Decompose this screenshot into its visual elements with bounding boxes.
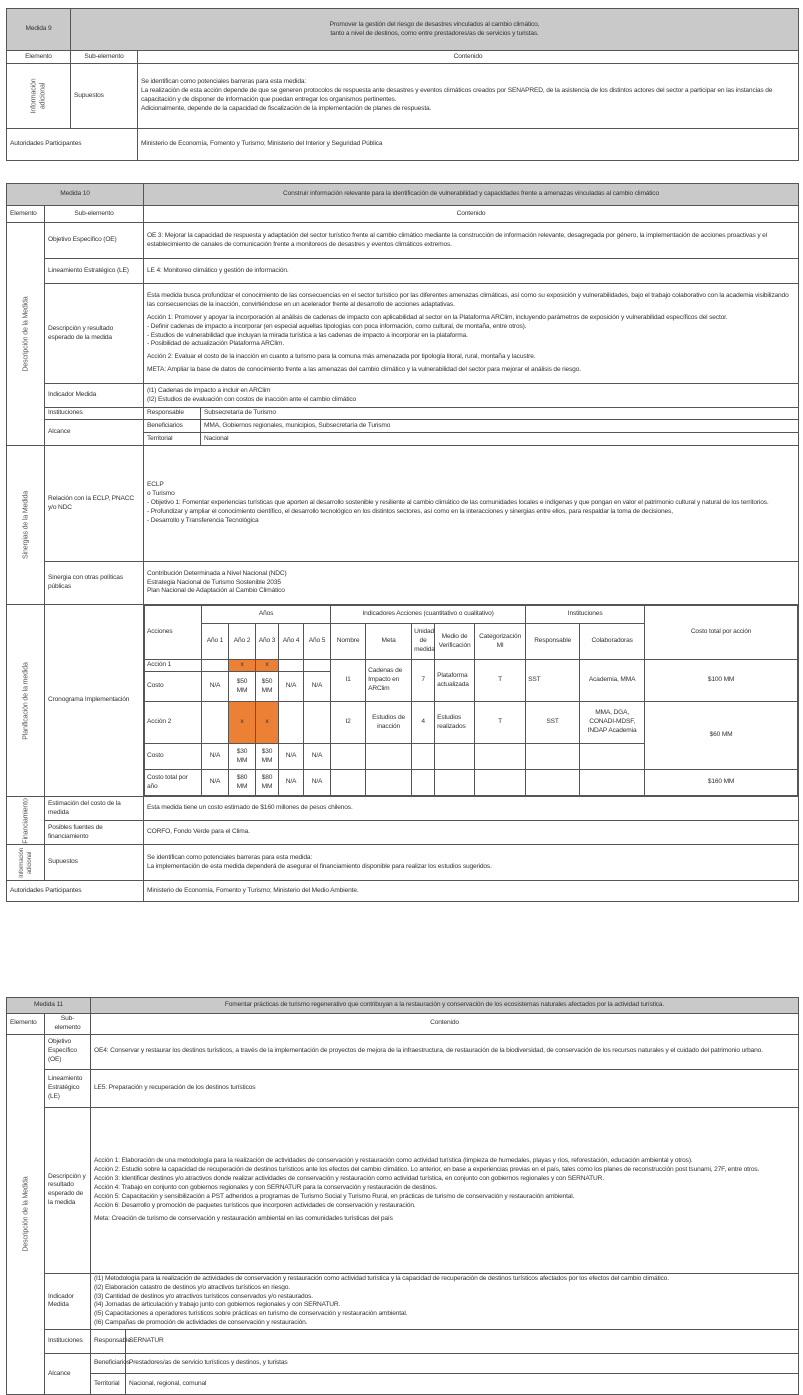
group-informacion-adicional: Información adicional [7,64,71,129]
costo-value: N/A [304,744,331,770]
header-sub-elemento: Sub-elemento [71,51,138,64]
responsable: SST [526,660,580,702]
indicator-meta: Estudios de inacción [366,702,412,744]
supuestos-text: Se identifican como potenciales barreras para esta medida: La implementación de esta medida dependerá de asegurar el financiamiento disponible para realizar los estudios sugeridos. [144,845,799,881]
costo-value: N/A [304,672,331,702]
total-value: N/A [202,770,229,796]
supuestos-text: Se identifican como potenciales barreras para esta medida: La realización de esta acción depende de que se generen protocolos de respuesta ante desastres y eventos climáticos creados por SENAPRED, de la asistencia de los distintos actores del sector a participar en las instancias de capacitación y de disponer de información que puedan entregar los organismos pertinentes. Adicionalmente, depende de la capacidad de fiscalización de la implementación de planes de respuesta. [138,64,799,129]
medida-title: Fomentar prácticas de turismo regenerativo que contribuyan a la restauración y conservación de los ecosistemas naturales afectados por la actividad turística. [91,998,799,1014]
label-territorial: Territorial [91,1374,126,1395]
col-ano-4: Año 4 [279,624,304,660]
label-responsable: Responsable [144,408,201,420]
indicator-categ: T [475,660,526,702]
autoridades-text: Ministerio de Economía, Fomento y Turismo; Ministerio del Interior y Seguridad Pública [138,129,799,161]
label-fuentes: Posibles fuentes de financiamiento [45,821,144,845]
accion-2-label: Acción 2 [145,702,202,744]
costo-value: $30 MM [229,744,256,770]
indicador-text: (I1) Metodología para la realización de actividades de conservación y restauración como actividad turística y la capacidad de recuperación de destinos turísticos afectados por los efectos del cambio climático. (I2) Elaboración catastro de destinos y/o atractivos turísticos en riesgo. (I3) Cantidad de destinos y/o atractivos turísticos conservados y/o restaurados. (I4) Jornadas de articulación y trabajo junto con gobiernos regionales y con SERNATUR. (I5) Capacitaciones a operadores turísticos sobre prácticas en turismo de conservación y restauración ambiental. (I6) Campañas de promoción de actividades de conservación y restauración. [91,1273,799,1329]
col-costo-total: Costo total por acción [645,606,798,660]
label-instituciones: Instituciones [45,1330,91,1354]
total-value: $80 MM [256,770,279,796]
costo-total: $60 MM [645,702,798,770]
year-mark: x [256,702,279,744]
col-ano-1: Año 1 [202,624,229,660]
costo-label: Costo [145,672,202,702]
header-elemento: Elemento [7,51,71,64]
colaboradoras: MMA, DGA, CONADI-MDSF, INDAP Academia [580,702,645,744]
label-autoridades: Autoridades Participantes [7,129,138,161]
indicator-medio: Estudios realizados [435,702,475,744]
label-alcance: Alcance [45,420,144,446]
indicator-meta: Cadenas de Impacto en ARClim [366,660,412,702]
group-informacion-adicional: Información adicional [7,845,45,881]
sinergia-text: Contribución Determinada a Nivel Nacional (NDC) Estrategia Nacional de Turismo Sostenible 2035 Plan Nacional de Adaptación al Cambio Climático [144,562,799,605]
total-label: Costo total por año [145,770,202,796]
label-descripcion: Descripción y resultado esperado de la medida [45,284,144,384]
indicator-unidad: 7 [412,660,435,702]
label-instituciones: Instituciones [45,408,144,420]
costo-value: $30 MM [256,744,279,770]
label-alcance: Alcance [45,1354,91,1395]
label-beneficiarios: Beneficiarios [91,1354,126,1374]
beneficiarios-text: Prestadores/as de servicio turísticos y destinos, y turistas [126,1354,799,1374]
medida-number: Medida 9 [7,9,71,51]
territorial-text: Nacional, regional, comunal [126,1374,799,1395]
medida-11-table [6,997,799,1395]
group-financiamiento: Financiamiento [7,797,45,845]
indicator-categ: T [475,702,526,744]
header-elemento: Elemento [7,206,45,223]
costo-value: N/A [202,744,229,770]
label-cronograma: Cronograma Implementación [45,605,144,797]
group-sinergias: Sinergias de la Medida [7,446,45,605]
responsable-text: SERNATUR [126,1330,799,1354]
estimacion-text: Esta medida tiene un costo estimado de $160 millones de pesos chilenos. [144,797,799,821]
responsable-text: Subsecretaría de Turismo [201,408,799,420]
colaboradoras: Academia, MMA [580,660,645,702]
col-indicadores: Indicadores Acciones (cuantitativo o cualitativo) [331,606,526,624]
cronograma-table-cell [144,605,799,797]
costo-value: N/A [279,744,304,770]
total-value: N/A [304,770,331,796]
fuentes-text: CORFO, Fondo Verde para el Clima. [144,821,799,845]
col-ano-2: Año 2 [229,624,256,660]
accion-1-label: Acción 1 [145,660,202,672]
label-supuestos: Supuestos [71,64,138,129]
indicator-medio: Plataforma actualizada [435,660,475,702]
autoridades-text: Ministerio de Economía, Fomento y Turismo; Ministerio del Medio Ambiente. [144,881,799,902]
medida-10-table [6,183,799,902]
relacion-text: ECLP o Turismo - Objetivo 1: Fomentar experiencias turísticas que aporten al desarrollo sostenible y resiliente al cambio climático de las comunidades locales e indígenas y que pongan en valor el patrimonio cultural y natural de los territorios. - Profundizar y ampliar el conocimiento científico, el desarrollo tecnológico en los distintos sectores, así como en la interacciones y sinergias entre ellos, para respaldar la toma de decisiones, - Desarrollo y Transferencia Tecnológica [144,446,799,562]
cronograma-table [144,605,798,796]
oe-text: OE4: Conservar y restaurar los destinos turísticos, a través de la implementación de proyectos de mejora de la infraestructura, de restauración de la biodiversidad, de conservación de los recursos naturales y el cuidado del patrimonio urbano. [91,1034,799,1069]
territorial-text: Nacional [201,433,799,446]
label-beneficiarios: Beneficiarios [144,420,201,433]
responsable: SST [526,702,580,744]
costo-total: $100 MM [645,660,798,702]
descripcion-text: Acción 1: Elaboración de una metodología para la realización de actividades de conservación y restauración como actividad turística (limpieza de humedales, playas y ríos, reforestación, educación ambiental y otros). Acción 2: Estudio sobre la capacidad de recuperación de destinos turísticos ante los efectos del cambio climático. Lo anterior, en base a experiencias previas en el país, tales como los planes de reconstrucción post tsunami, 27F, entre otros. Acción 3: Identificar destinos y/o atractivos donde realizar actividades de conservación y restauración como actividad turística, en conjunto con gobiernos regionales y con SERNATUR. Acción 4: Trabajo en conjunto con gobiernos regionales y con SERNATUR para la conservación y restauración de destinos. Acción 5: Capacitación y sensibilización a PST adheridos a programas de Turismo Social y Turismo Rural, en prácticas de turismo de conservación y restauración ambiental. Acción 6: Desarrollo y promoción de paquetes turísticos que incorporen actividades de conservación y restauración. Meta: Creación de turismo de conservación y restauración ambiental en las comunidades turísticas del país [91,1107,799,1273]
label-supuestos: Supuestos [45,845,144,881]
label-sinergia: Sinergia con otras políticas públicas [45,562,144,605]
year-mark [279,702,304,744]
col-medio: Medio de Verificación [435,624,475,660]
year-mark: x [229,660,256,672]
label-oe: Objetivo Específico (OE) [45,223,144,259]
year-mark [202,702,229,744]
indicator-unidad: 4 [412,702,435,744]
col-ano-5: Año 5 [304,624,331,660]
col-ano-3: Año 3 [256,624,279,660]
col-categorizacion: Categorización MI [475,624,526,660]
total-value: N/A [279,770,304,796]
year-mark: x [229,702,256,744]
col-instituciones: Instituciones [526,606,645,624]
costo-value: $50 MM [256,672,279,702]
label-descripcion: Descripción y resultado esperado de la medida [45,1107,91,1273]
col-meta: Meta [366,624,412,660]
le-text: LE 4: Monitoreo climático y gestión de información. [144,259,799,284]
total-general: $160 MM [645,770,798,796]
total-value: $80 MM [229,770,256,796]
costo-label: Costo [145,744,202,770]
label-le: Lineamiento Estratégico (LE) [45,259,144,284]
label-relacion: Relación con la ECLP, PNACC y/o NDC [45,446,144,562]
header-contenido: Contenido [144,206,799,223]
label-estimacion: Estimación del costo de la medida [45,797,144,821]
label-oe: Objetivo Específico (OE) [45,1034,91,1069]
header-sub-elemento: Sub-elemento [45,1014,91,1035]
costo-value: N/A [202,672,229,702]
indicator-name: I1 [331,660,366,702]
group-descripcion: Descripción de la Medida [7,223,45,446]
header-contenido: Contenido [91,1014,799,1035]
costo-value: N/A [279,672,304,702]
col-nombre: Nombre [331,624,366,660]
oe-text: OE 3: Mejorar la capacidad de respuesta y adaptación del sector turístico frente al cambio climático mediante la construcción de información relevante, desagregada por género, la implementación de acciones proactivas y el establecimiento de canales de comunicación frente a monitoreos de desastres y eventos climáticos extremos. [144,223,799,259]
medida-number: Medida 11 [7,998,91,1014]
col-responsable: Responsable [526,624,580,660]
indicador-text: (I1) Cadenas de impacto a incluir en ARClim (I2) Estudios de evaluación con costos de inacción ante el cambio climático [144,384,799,408]
indicator-name: I2 [331,702,366,744]
label-responsable: Responsable [91,1330,126,1354]
year-mark [279,660,304,672]
year-mark [202,660,229,672]
label-territorial: Territorial [144,433,201,446]
label-indicador: Indicador Medida [45,1273,91,1329]
col-colaboradoras: Colaboradoras [580,624,645,660]
le-text: LE5: Preparación y recuperación de los destinos turísticos [91,1069,799,1107]
header-sub-elemento: Sub-elemento [45,206,144,223]
label-indicador: Indicador Medida [45,384,144,408]
medida-9-table [6,8,799,161]
year-mark [304,660,331,672]
year-mark: x [256,660,279,672]
group-planificacion: Planificación de la medida [7,605,45,797]
header-contenido: Contenido [138,51,799,64]
label-autoridades: Autoridades Participantes [7,881,144,902]
medida-title: Promover la gestión del riesgo de desastres vinculados al cambio climático, tanto a nivel de destinos, como entre prestadores/as de servicios y turistas. [71,9,799,51]
medida-number: Medida 10 [7,184,144,206]
beneficiarios-text: MMA, Gobiernos regionales, municipios, Subsecretaría de Turismo [201,420,799,433]
group-descripcion: Descripción de la Medida [7,1034,45,1394]
header-elemento: Elemento [7,1014,45,1035]
medida-title: Construir información relevante para la identificación de vulnerabilidad y capacidades frente a amenazas vinculadas al cambio climático [144,184,799,206]
col-anos: Años [202,606,331,624]
label-le: Lineamiento Estratégico (LE) [45,1069,91,1107]
costo-value: $50 MM [229,672,256,702]
descripcion-text: Esta medida busca profundizar el conocimiento de las consecuencias en el sector turístico por las diferentes amenazas climáticas, así como su exposición y vulnerabilidades, bajo el trabajo colaborativo con la academia visibilizando las consecuencias de la inacción, convirtiéndose en un acelerador frente al desarrollo de acciones adaptativas. Acción 1: Promover y apoyar la incorporación al análisis de cadenas de impacto con aplicabilidad al sector en la Plataforma ARClim, incluyendo parámetros de exposición y vulnerabilidad específicos del sector. - Definir cadenas de impacto a incorporar (en especial aquellas tipologías con poca información, como cultural, de montaña, entre otros). - Estudios de vulnerabilidad que incluyan la mirada turística a las cadenas de impacto a incorporar en la plataforma. - Posibilidad de actualización Plataforma ARClim. Acción 2: Evaluar el costo de la inacción en cuanto a turismo para la comuna más amenazada por tipología litoral, rural, montaña y lacustre. META: Ampliar la base de datos de conocimiento frente a las amenazas del cambio climático y la vulnerabilidad del sector para mejorar el análisis de riesgo. [144,284,799,384]
year-mark [304,702,331,744]
col-acciones: Acciones [145,606,202,660]
col-unidad: Unidad de medida [412,624,435,660]
